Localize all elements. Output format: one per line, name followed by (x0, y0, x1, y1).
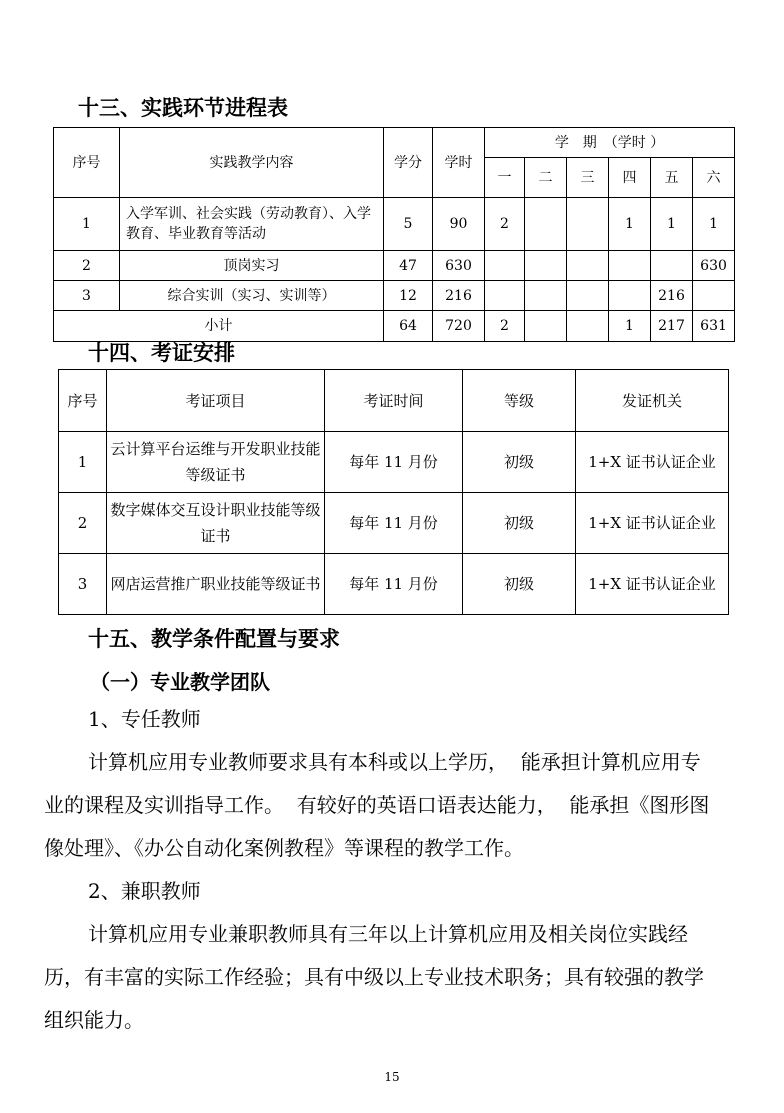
cell-no: 1 (54, 198, 120, 251)
cell-sem: 216 (651, 281, 693, 311)
header-org: 发证机关 (576, 370, 729, 432)
cell-content: 顶岗实习 (120, 251, 384, 281)
table-row (59, 554, 729, 615)
header-sem-2: 二 (525, 158, 567, 198)
cell-sem: 1 (693, 198, 735, 251)
cell-sem: 630 (693, 251, 735, 281)
header-no: 序号 (54, 128, 120, 198)
cell-item: 数字媒体交互设计职业技能等级证书 (107, 493, 325, 554)
cell-level: 初级 (463, 432, 576, 493)
subtotal-credit: 64 (384, 311, 433, 342)
paragraph-line: 组织能力。 (44, 1008, 144, 1032)
table-row (54, 198, 735, 251)
header-no: 序号 (59, 370, 107, 432)
cell-sem (485, 251, 525, 281)
section-14-title: 十四、考证安排 (88, 341, 235, 365)
cell-sem (609, 281, 651, 311)
cell-no: 2 (54, 251, 120, 281)
subtotal-sem: 2 (485, 311, 525, 342)
header-sem-4: 四 (609, 158, 651, 198)
paragraph-heading-1: 1、专任教师 (88, 707, 201, 731)
table-row (59, 493, 729, 554)
cell-item: 云计算平台运维与开发职业技能等级证书 (107, 432, 325, 493)
cell-sem (525, 251, 567, 281)
header-hours: 学时 (433, 128, 485, 198)
cell-hours: 90 (433, 198, 485, 251)
cell-sem (525, 281, 567, 311)
cell-time: 每年 11 月份 (325, 493, 463, 554)
table-row (54, 281, 735, 311)
subtotal-sem: 217 (651, 311, 693, 342)
header-sem-3: 三 (567, 158, 609, 198)
header-content: 实践教学内容 (120, 128, 384, 198)
page-number: 15 (384, 1070, 400, 1084)
header-sem-5: 五 (651, 158, 693, 198)
cell-sem (693, 281, 735, 311)
cell-sem (567, 281, 609, 311)
paragraph-line: 业的课程及实训指导工作。 有较好的英语口语表达能力， 能承担《图形图 (44, 793, 710, 817)
header-item: 考证项目 (107, 370, 325, 432)
section-15-title: 十五、教学条件配置与要求 (88, 627, 340, 651)
cell-sem (525, 198, 567, 251)
table-row (59, 432, 729, 493)
paragraph-line: 计算机应用专业教师要求具有本科或以上学历， 能承担计算机应用专 (88, 750, 701, 774)
cell-sem (651, 251, 693, 281)
paragraph-heading-2: 2、兼职教师 (88, 879, 201, 903)
cell-no: 1 (59, 432, 107, 493)
certification-table (58, 369, 729, 615)
subtotal-sem: 631 (693, 311, 735, 342)
cell-credit: 12 (384, 281, 433, 311)
subtotal-hours: 720 (433, 311, 485, 342)
cell-no: 2 (59, 493, 107, 554)
practice-schedule-table (53, 127, 735, 342)
subsection-title: （一）专业教学团队 (90, 670, 270, 694)
cell-org: 1+X 证书认证企业 (576, 432, 729, 493)
cell-sem (567, 251, 609, 281)
cell-credit: 47 (384, 251, 433, 281)
cell-org: 1+X 证书认证企业 (576, 493, 729, 554)
header-sem-6: 六 (693, 158, 735, 198)
paragraph-line: 历，有丰富的实际工作经验；具有中级以上专业技术职务；具有较强的教学 (44, 965, 704, 989)
cell-sem (567, 198, 609, 251)
subtotal-sem (525, 311, 567, 342)
cell-hours: 630 (433, 251, 485, 281)
subtotal-sem (567, 311, 609, 342)
cell-item: 网店运营推广职业技能等级证书 (107, 554, 325, 615)
cell-credit: 5 (384, 198, 433, 251)
header-time: 考证时间 (325, 370, 463, 432)
cell-no: 3 (54, 281, 120, 311)
header-level: 等级 (463, 370, 576, 432)
paragraph-line: 计算机应用专业兼职教师具有三年以上计算机应用及相关岗位实践经 (88, 922, 688, 946)
cell-time: 每年 11 月份 (325, 554, 463, 615)
cell-org: 1+X 证书认证企业 (576, 554, 729, 615)
cell-sem: 2 (485, 198, 525, 251)
cell-content: 综合实训（实习、实训等） (120, 281, 384, 311)
section-13-title: 十三、实践环节进程表 (78, 96, 288, 120)
cell-sem: 1 (651, 198, 693, 251)
cell-sem (609, 251, 651, 281)
cell-level: 初级 (463, 493, 576, 554)
paragraph-line: 像处理》、《办公自动化案例教程》等课程的教学工作。 (44, 836, 524, 860)
table-row (54, 251, 735, 281)
cell-level: 初级 (463, 554, 576, 615)
subtotal-label: 小计 (54, 311, 384, 342)
header-credit: 学分 (384, 128, 433, 198)
cell-sem: 1 (609, 198, 651, 251)
cell-no: 3 (59, 554, 107, 615)
cell-hours: 216 (433, 281, 485, 311)
header-semester: 学 期 （学时 ） (485, 128, 735, 158)
subtotal-sem: 1 (609, 311, 651, 342)
header-sem-1: 一 (485, 158, 525, 198)
cell-sem (485, 281, 525, 311)
cell-time: 每年 11 月份 (325, 432, 463, 493)
cell-content: 入学军训、社会实践（劳动教育）、入学教育、毕业教育等活动 (120, 198, 384, 251)
